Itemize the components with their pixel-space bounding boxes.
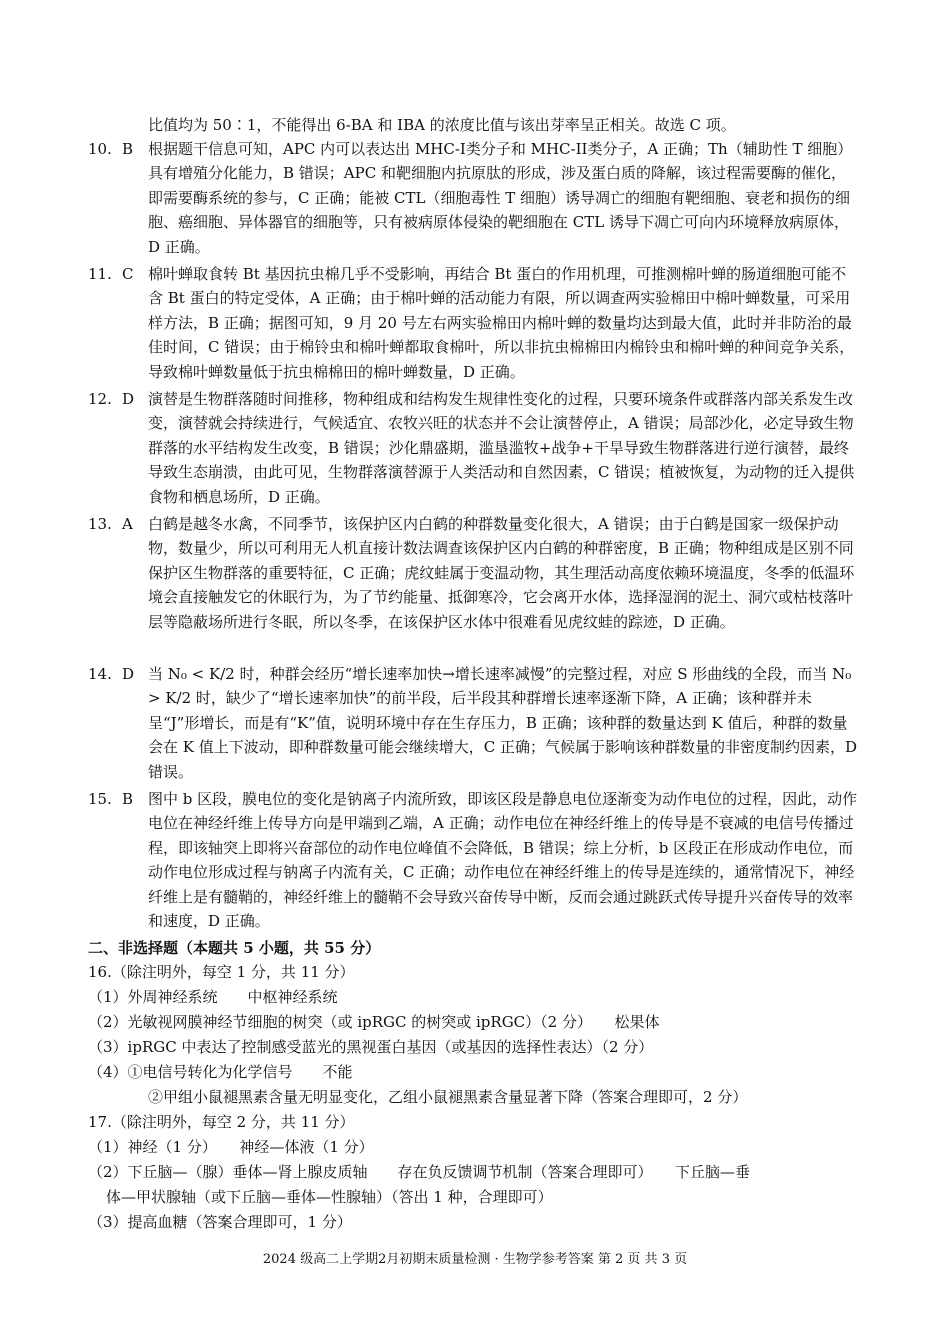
- answer-line: ②甲组小鼠褪黑素含量无明显变化，乙组小鼠褪黑素含量显著下降（答案合理即可，2 分）: [148, 1088, 748, 1106]
- question-number: 11.: [88, 265, 112, 283]
- question-number: 14.: [88, 665, 112, 683]
- question-explanation: 根据题干信息可知，APC 内可以表达出 MHC-I类分子和 MHC-II类分子，A 正确；Th（辅助性 T 细胞）具有增殖分化能力，B 错误；APC 和靶细胞内抗原肽的形成，涉及蛋白质的降解，该过程需要酶的催化，即需要酶系统的参与，C 正确；能被 CTL（细胞毒性 T 细胞）诱导凋亡的细胞有靶细胞、衰老和损伤的细胞、癌细胞、异体器官的细胞等，只有被病原体侵染的靶细胞在 CTL 诱导下凋亡可向内环境释放病原体，D 正确。: [148, 140, 853, 256]
- question-number: 12.: [88, 390, 112, 408]
- answer-line: （1）神经（1 分） 神经—体液（1 分）: [88, 1138, 374, 1156]
- question-header: 17.（除注明外，每空 2 分，共 11 分）: [88, 1113, 355, 1131]
- answer-line: （1）外周神经系统 中枢神经系统: [88, 988, 338, 1006]
- question-number: 10.: [88, 140, 112, 158]
- answer-letter: B: [122, 790, 134, 808]
- question-header: 16.（除注明外，每空 1 分，共 11 分）: [88, 963, 355, 981]
- answer-line: （2）下丘脑—（腺）垂体—肾上腺皮质轴 存在负反馈调节机制（答案合理即可） 下丘脑—垂: [88, 1163, 751, 1181]
- answer-letter: D: [122, 665, 135, 683]
- answer-line: （3）ipRGC 中表达了控制感受蓝光的黑视蛋白基因（或基因的选择性表达）（2 分）: [88, 1038, 654, 1056]
- question-number: 13.: [88, 515, 112, 533]
- answer-line: （3）提高血糖（答案合理即可，1 分）: [88, 1213, 352, 1231]
- answer-letter: A: [122, 515, 133, 533]
- answer-letter: B: [122, 140, 134, 158]
- section-heading: 二、非选择题（本题共 5 小题，共 55 分）: [88, 939, 381, 957]
- answer-line: （2）光敏视网膜神经节细胞的树突（或 ipRGC 的树突或 ipRGC）（2 分） 松果体: [88, 1013, 660, 1031]
- answer-line: （4）①电信号转化为化学信号 不能: [88, 1063, 353, 1081]
- question-number: 15.: [88, 790, 112, 808]
- answer-line: 体—甲状腺轴（或下丘脑—垂体—性腺轴）（答出 1 种，合理即可）: [106, 1188, 553, 1206]
- question-explanation: 图中 b 区段，膜电位的变化是钠离子内流所致，即该区段是静息电位逐渐变为动作电位的过程，因此，动作电位在神经纤维上传导方向是甲端到乙端，A 正确；动作电位在神经纤维上的传导是不衰减的电信号传播过程，即该轴突上即将兴奋部位的动作电位峰值不会降低，B 错误；综上分析，b 区段正在形成动作电位，而动作电位形成过程与钠离子内流有关，C 正确；动作电位在神经纤维上的传导是连续的，通常情况下，神经纤维上是有髓鞘的，神经纤维上的髓鞘不会导致兴奋传导中断，反而会通过跳跃式传导提升兴奋传导的效率和速度，D 正确。: [148, 790, 858, 931]
- answer-letter: D: [122, 390, 135, 408]
- answer-letter: C: [122, 265, 134, 283]
- top-line: 比值均为 50∶1，不能得出 6-BA 和 IBA 的浓度比值与该出芽率呈正相关。故选 C 项。: [148, 116, 736, 134]
- page-footer: 2024 级高二上学期2月初期末质量检测 · 生物学参考答案 第 2 页 共 3 页: [262, 1252, 688, 1267]
- question-explanation: 当 N₀ < K/2 时，种群会经历“增长速率加快→增长速率减慢”的完整过程，对应 S 形曲线的全段，而当 N₀ > K/2 时，缺少了“增长速率加快”的前半段，后半段其种群增长速率逐渐下降，A 正确；该种群并未呈“J”形增长，而是有“K”值，说明环境中存在生存压力，B 正确；该种群的数量达到 K 值后，种群的数量会在 K 值上下波动，即种群数量可能会继续增大，C 正确；气候属于影响该种群数量的非密度制约因素，D 错误。: [148, 665, 858, 781]
- question-explanation: 演替是生物群落随时间推移，物种组成和结构发生规律性变化的过程，只要环境条件或群落内部关系发生改变，演替就会持续进行，气候适宜、农牧兴旺的状态并不会让演替停止，A 错误；局部沙化，必定导致生物群落的水平结构发生改变，B 错误；沙化鼎盛期，滥垦滥牧+战争+干旱导致生物群落进行逆行演替，最终导致生态崩溃，由此可见，生物群落演替源于人类活动和自然因素，C 错误；植被恢复，为动物的迁入提供食物和栖息场所，D 正确。: [148, 390, 855, 506]
- question-explanation: 白鹤是越冬水禽，不同季节，该保护区内白鹤的种群数量变化很大，A 错误；由于白鹤是国家一级保护动物，数量少，所以可利用无人机直接计数法调查该保护区内白鹤的种群密度，B 正确；物种组成是区别不同保护区生物群落的重要特征，C 正确；虎纹蛙属于变温动物，其生理活动高度依赖环境温度，冬季的低温环境会直接触发它的休眠行为，为了节约能量、抵御寒冷，它会离开水体，选择湿润的泥土、洞穴或枯枝落叶层等隐蔽场所进行冬眠，所以冬季，在该保护区水体中很难看见虎纹蛙的踪迹，D 正确。: [148, 515, 855, 631]
- question-explanation: 棉叶蝉取食转 Bt 基因抗虫棉几乎不受影响，再结合 Bt 蛋白的作用机理，可推测棉叶蝉的肠道细胞可能不含 Bt 蛋白的特定受体，A 正确；由于棉叶蝉的活动能力有限，所以调查两实验棉田中棉叶蝉数量，可采用样方法，B 正确；据图可知，9 月 20 号左右两实验棉田内棉叶蝉的数量均达到最大值，此时并非防治的最佳时间，C 错误；由于棉铃虫和棉叶蝉都取食棉叶，所以非抗虫棉棉田内棉铃虫和棉叶蝉的种间竞争关系，导致棉叶蝉数量低于抗虫棉棉田的棉叶蝉数量，D 正确。: [148, 265, 855, 381]
